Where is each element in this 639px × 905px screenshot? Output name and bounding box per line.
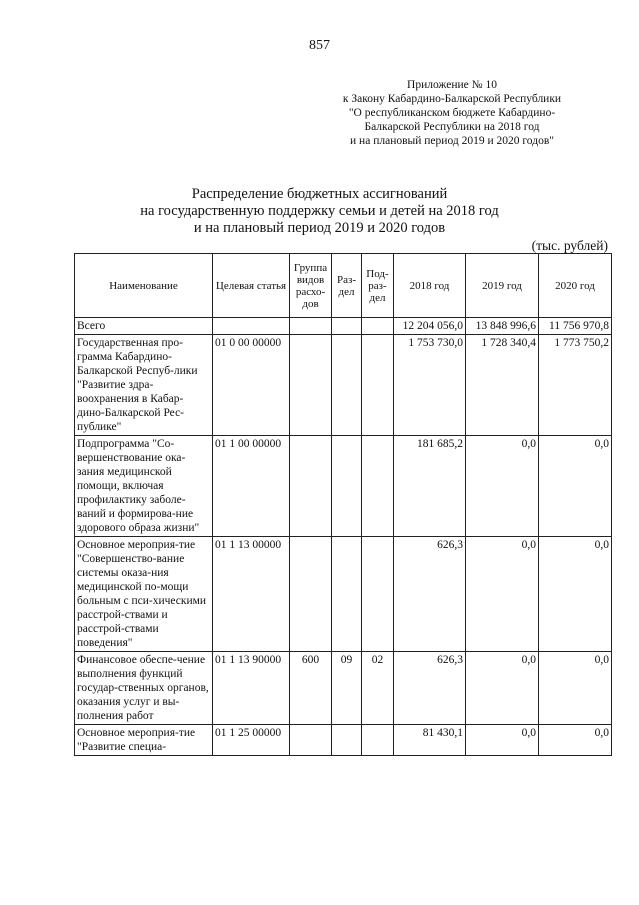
cell-2019: 0,0: [466, 652, 539, 725]
table-row: [75, 537, 612, 652]
header-section: Раз-дел: [332, 254, 362, 318]
cell-code: 01 1 13 90000: [213, 652, 290, 725]
cell-group: [290, 537, 332, 652]
cell-2019: 0,0: [466, 725, 539, 756]
cell-2018: 626,3: [394, 537, 466, 652]
table-row: [75, 335, 612, 436]
cell-section: [332, 537, 362, 652]
cell-subsection: [362, 537, 394, 652]
appendix-line: к Закону Кабардино-Балкарской Республики: [342, 93, 562, 105]
cell-2020: 0,0: [539, 537, 612, 652]
header-expense-group: Группа видов расхо-дов: [290, 254, 332, 318]
header-2020: 2020 год: [539, 254, 612, 318]
page-number: 857: [309, 38, 330, 53]
cell-name: Финансовое обеспе-чение выполнения функций государ-ственных органов, оказания услуг и вы-полнения работ: [75, 652, 213, 725]
cell-subsection: [362, 436, 394, 537]
appendix-line: Балкарской Республики на 2018 год: [364, 121, 540, 133]
cell-code: 01 1 13 00000: [213, 537, 290, 652]
table-row: [75, 318, 612, 335]
cell-2020: 11 756 970,8: [539, 318, 612, 335]
cell-2020: 1 773 750,2: [539, 335, 612, 436]
title-line: Распределение бюджетных ассигнований: [191, 186, 448, 202]
cell-2019: 0,0: [466, 436, 539, 537]
cell-group: [290, 725, 332, 756]
header-2018: 2018 год: [394, 254, 466, 318]
title-line: и на плановый период 2019 и 2020 годов: [193, 220, 446, 236]
cell-name: Основное мероприя-тие "Совершенство-вание системы оказа-ния медицинской по-мощи больным с пси-хическими расстрой-ствами и расстрой-ствами поведения": [75, 537, 213, 652]
table-row: [75, 725, 612, 756]
cell-2019: 0,0: [466, 537, 539, 652]
cell-group: [290, 436, 332, 537]
cell-2019: 13 848 996,6: [466, 318, 539, 335]
cell-2018: 81 430,1: [394, 725, 466, 756]
cell-2018: 626,3: [394, 652, 466, 725]
table-row: [75, 652, 612, 725]
units-label: (тыс. рублей): [531, 238, 608, 253]
cell-subsection: [362, 725, 394, 756]
cell-section: [332, 335, 362, 436]
cell-code: 01 1 00 00000: [213, 436, 290, 537]
budget-table: [74, 253, 612, 756]
cell-subsection: 02: [362, 652, 394, 725]
cell-section: [332, 318, 362, 335]
appendix-line: "О республиканском бюджете Кабардино-: [348, 107, 556, 119]
cell-name: Всего: [75, 318, 213, 335]
cell-subsection: [362, 335, 394, 436]
cell-2019: 1 728 340,4: [466, 335, 539, 436]
title-line: на государственную поддержку семьи и детей на 2018 год: [140, 203, 499, 219]
cell-name: Основное мероприя-тие "Развитие специа-: [75, 725, 213, 756]
cell-2018: 1 753 730,0: [394, 335, 466, 436]
table-row: [75, 436, 612, 537]
cell-group: [290, 318, 332, 335]
cell-section: [332, 436, 362, 537]
header-subsection: Под-раз-дел: [362, 254, 394, 318]
cell-2020: 0,0: [539, 652, 612, 725]
header-name: Наименование: [75, 254, 213, 318]
header-target-article: Целевая статья: [213, 254, 290, 318]
cell-2020: 0,0: [539, 725, 612, 756]
cell-section: 09: [332, 652, 362, 725]
cell-2018: 181 685,2: [394, 436, 466, 537]
table-header-row: [75, 254, 612, 318]
cell-code: 01 0 00 00000: [213, 335, 290, 436]
cell-group: [290, 335, 332, 436]
cell-group: 600: [290, 652, 332, 725]
appendix-note: [307, 78, 597, 148]
cell-code: [213, 318, 290, 335]
cell-subsection: [362, 318, 394, 335]
appendix-line: Приложение № 10: [407, 79, 497, 91]
cell-2020: 0,0: [539, 436, 612, 537]
appendix-line: и на плановый период 2019 и 2020 годов": [350, 135, 554, 147]
cell-code: 01 1 25 00000: [213, 725, 290, 756]
document-title: [0, 186, 639, 237]
cell-section: [332, 725, 362, 756]
cell-name: Государственная про-грамма Кабардино-Балкарской Респуб-лики "Развитие здра-воохранения в Кабар-дино-Балкарской Рес-публике": [75, 335, 213, 436]
cell-name: Подпрограмма "Со-вершенствование ока-зания медицинской помощи, включая профилактику заболе-ваний и формирова-ние здорового образа жизни": [75, 436, 213, 537]
cell-2018: 12 204 056,0: [394, 318, 466, 335]
header-2019: 2019 год: [466, 254, 539, 318]
